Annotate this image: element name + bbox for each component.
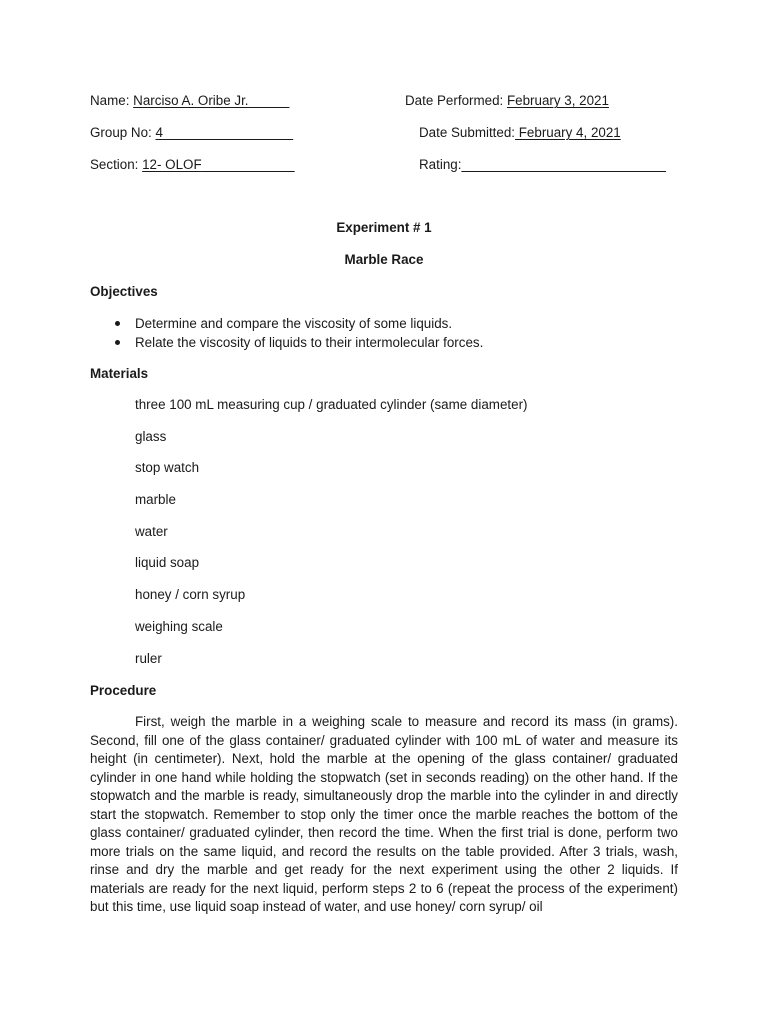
material-item: liquid soap xyxy=(135,555,200,571)
objective-item: Determine and compare the viscosity of some liquids. xyxy=(90,316,483,335)
rating-label: Rating: xyxy=(419,157,462,172)
section-label: Section: xyxy=(90,157,143,172)
rating-field xyxy=(419,157,666,173)
experiment-number: Experiment # 1 xyxy=(336,220,432,235)
rating-value xyxy=(461,157,666,172)
date-performed-value: February 3, 2021 xyxy=(506,93,609,108)
objectives-heading: Objectives xyxy=(90,284,158,299)
materials-list xyxy=(135,397,528,682)
material-item: stop watch xyxy=(135,460,200,476)
procedure-heading: Procedure xyxy=(90,683,157,698)
material-item: ruler xyxy=(135,650,162,666)
objective-item: Relate the viscosity of liquids to their intermolecular forces. xyxy=(90,335,483,354)
group-value: 4 xyxy=(155,125,163,140)
date-submitted-value: February 4, 2021 xyxy=(515,125,621,140)
date-submitted-label: Date Submitted: xyxy=(419,125,516,140)
date-performed-label: Date Performed: xyxy=(405,93,507,108)
experiment-title: Marble Race xyxy=(344,252,424,267)
material-item: three 100 mL measuring cup / graduated cylinder (same diameter) xyxy=(135,397,528,412)
objectives-list xyxy=(90,316,483,353)
material-item: honey / corn syrup xyxy=(135,587,246,603)
procedure-paragraph: First, weigh the marble in a weighing scale to measure and record its mass (in grams). Second, fill one of the glass container/ graduated cylinder with 100 mL of water and measure its height (in centimeter). Next, hold the marble at the opening of the glass container/ graduated cylinder in one hand while holding the stopwatch (set in seconds reading) on the other hand. If the stopwatch and the marble is ready, simultaneously drop the marble into the cylinder in and directly start the stopwatch. Remember to stop only the timer once the marble reaches the bottom of the glass container/ graduated cylinder, then record the time. When the first trial is done, perform two more trials on the same liquid, and record the results on the table provided. After 3 trials, wash, rinse and dry the marble and get ready for the next experiment using the other 2 liquids. If materials are ready for the next liquid, perform steps 2 to 6 (repeat the process of the experiment) but this time, use liquid soap instead of water, and use honey/ corn syrup/ oil xyxy=(90,714,678,914)
materials-heading: Materials xyxy=(90,366,149,381)
section-field xyxy=(90,157,295,173)
material-item: weighing scale xyxy=(135,618,223,634)
date-submitted-field xyxy=(419,125,621,141)
name-label: Name: xyxy=(90,93,134,108)
section-value: 12- OLOF xyxy=(142,157,202,172)
group-field xyxy=(90,125,293,141)
group-label: Group No: xyxy=(90,125,156,140)
name-field xyxy=(90,93,289,109)
date-performed-field xyxy=(405,93,609,109)
material-item: marble xyxy=(135,492,176,508)
material-item: water xyxy=(135,523,168,539)
name-value: Narciso A. Oribe Jr. xyxy=(133,93,249,108)
material-item: glass xyxy=(135,428,167,444)
